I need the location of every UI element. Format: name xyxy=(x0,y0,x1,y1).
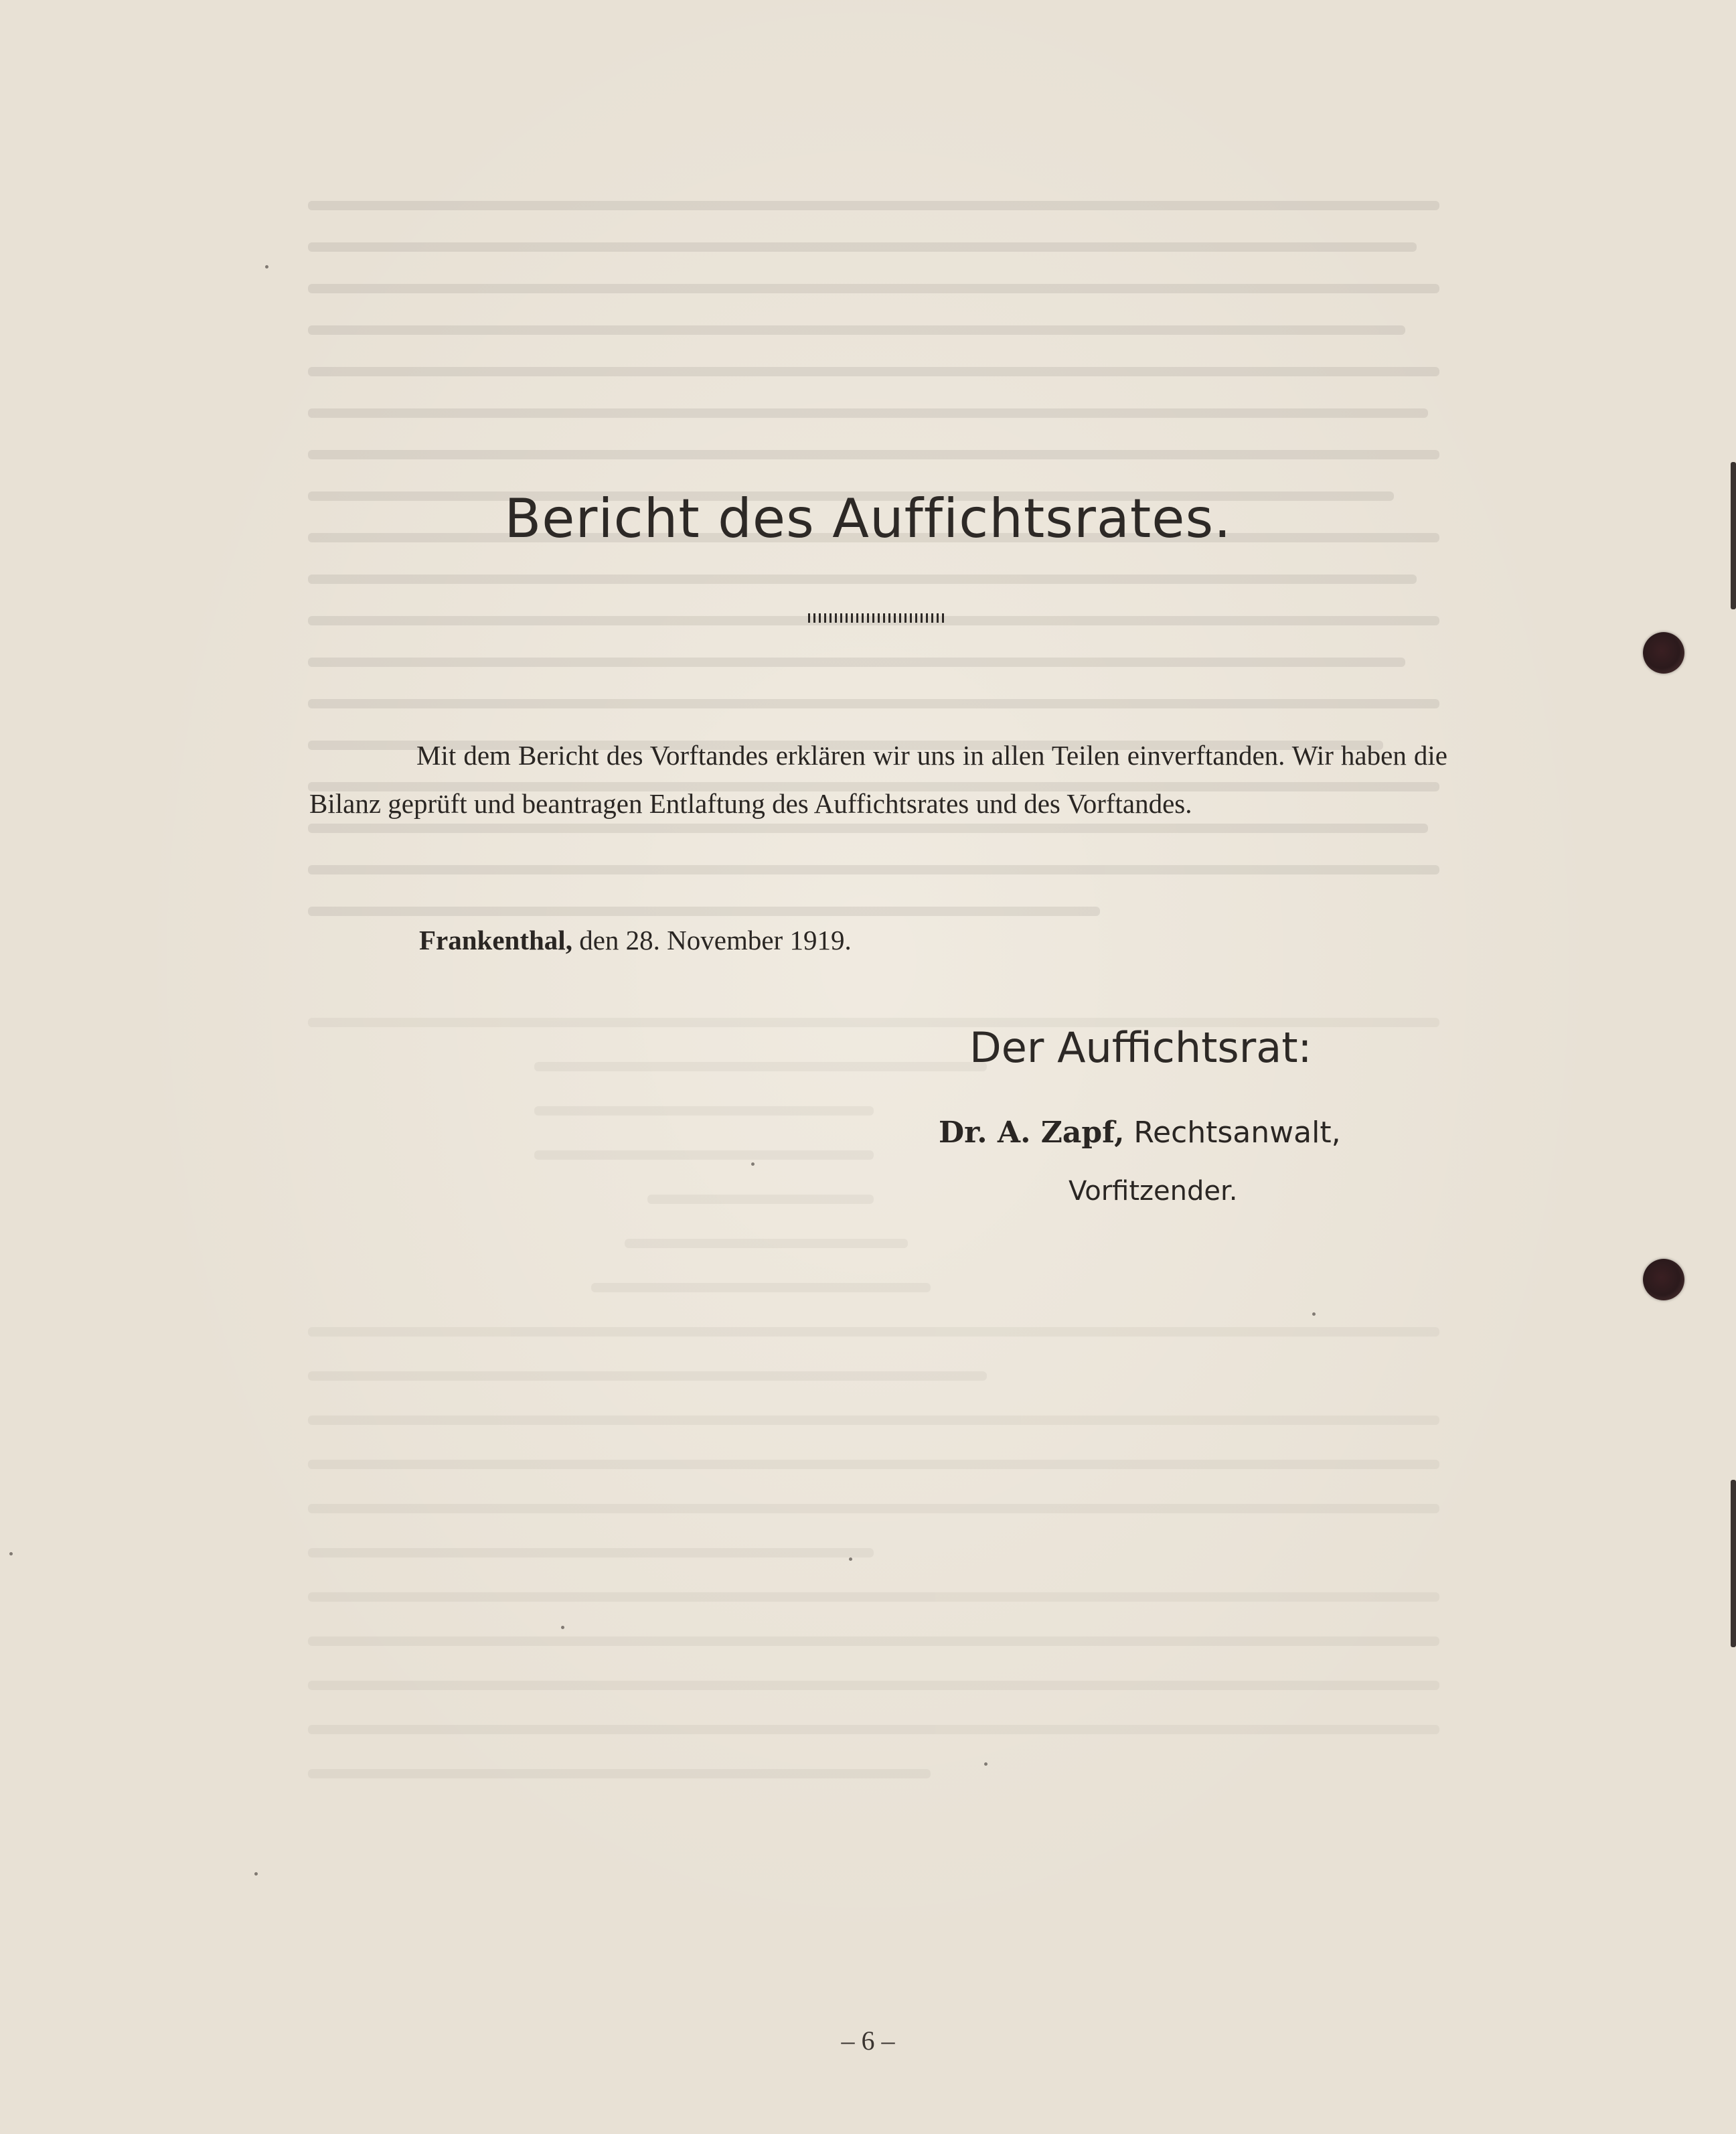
report-paragraph xyxy=(309,731,1447,828)
paper-speck xyxy=(984,1762,988,1766)
paper-speck xyxy=(1312,1312,1316,1316)
signer-name: Dr. A. Zapf, xyxy=(939,1116,1125,1150)
paper-speck xyxy=(9,1552,13,1555)
title-ornament-rule xyxy=(808,613,947,623)
signer-line xyxy=(939,1116,1341,1150)
binding-edge-mark-upper xyxy=(1731,462,1736,609)
paper-speck xyxy=(561,1626,564,1629)
punch-hole-lower xyxy=(1643,1259,1684,1300)
signer-profession: Rechtsanwalt, xyxy=(1124,1116,1341,1150)
paper-speck xyxy=(254,1872,258,1876)
paper-speck xyxy=(751,1162,755,1166)
paragraph-rest: Wir haben die Bilanz geprüft und beantragen Entlaftung des Auffichtsrates und des Vorftandes. xyxy=(309,740,1447,819)
binding-edge-mark-lower xyxy=(1731,1480,1736,1647)
page-number: – 6 – xyxy=(841,2026,895,2056)
paper-speck xyxy=(849,1557,852,1561)
punch-hole-upper xyxy=(1643,632,1684,674)
board-heading: Der Auffichtsrat: xyxy=(969,1023,1312,1072)
bleed-through-text xyxy=(308,201,1439,1004)
place: Frankenthal, xyxy=(419,925,572,956)
report-title: Bericht des Auffichtsrates. xyxy=(504,487,1232,550)
date: den 28. November 1919. xyxy=(572,925,852,956)
place-and-date xyxy=(419,924,852,956)
paragraph-line-1: Mit dem Bericht des Vorftandes erklären wir uns in allen Teilen einverftanden. xyxy=(416,740,1285,771)
paper-speck xyxy=(265,265,268,269)
signer-role: Vorfitzender. xyxy=(1069,1176,1238,1207)
